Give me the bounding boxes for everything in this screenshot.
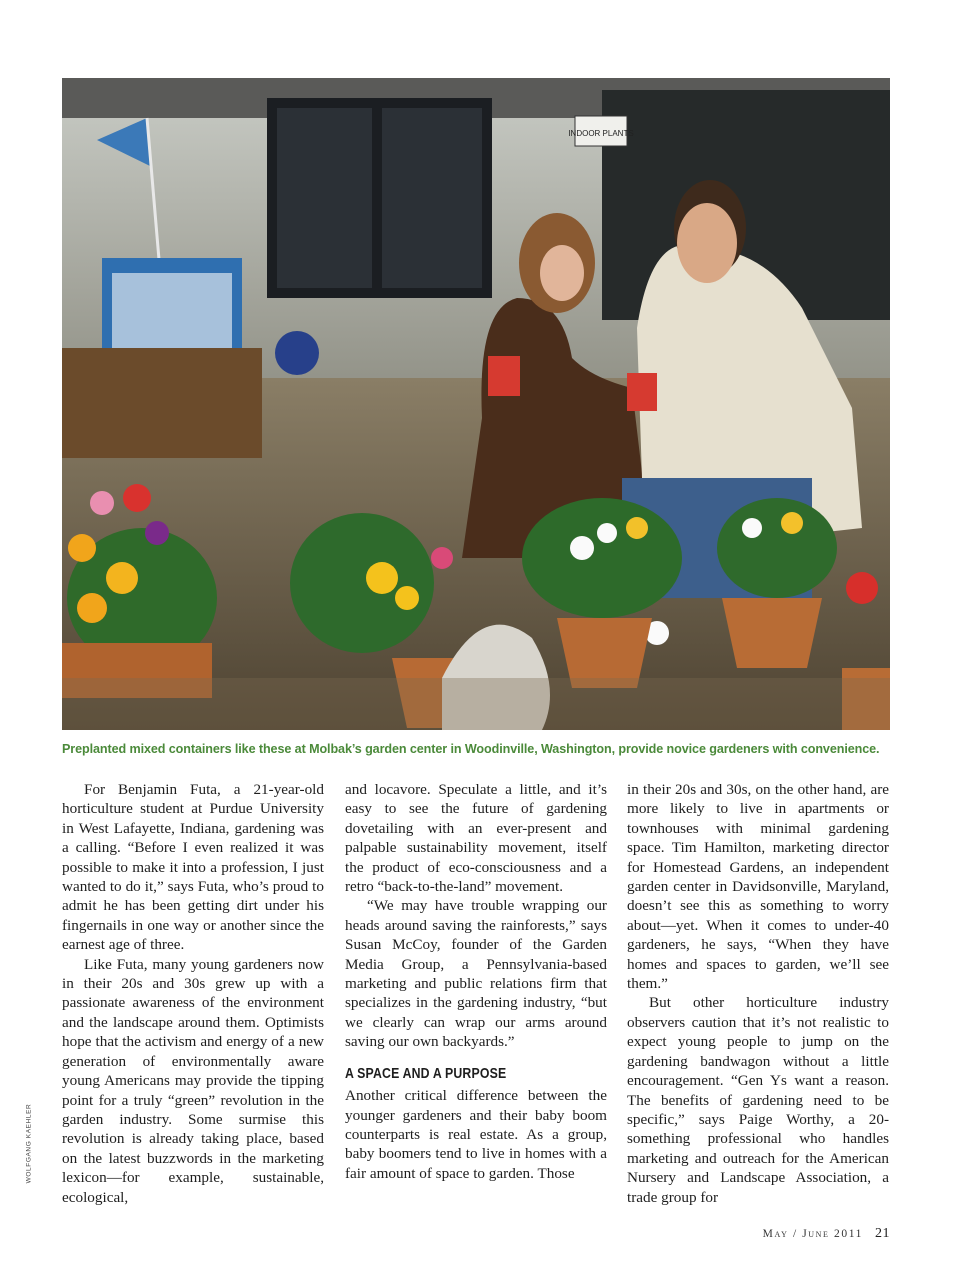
- paragraph: “We may have trouble wrapping our heads around saving the rainforests,” says Susan McCoy, founder of the Garden Media Group, a Pennsylvania-based marketing and public relations firm that specializes in the gardening industry, “but we clearly can wrap our arms around saving our own backyards.”: [345, 897, 607, 1051]
- photo-credit: WOLFGANG KAEHLER: [25, 1103, 33, 1184]
- paragraph: and locavore. Speculate a little, and it’s easy to see the future of gardening dovetailing with an ever-present and palpable sustainability movement, itself the product of eco-consciousness and a retro “back-to-the-land” movement.: [345, 781, 607, 896]
- indoor-plants-sign: INDOOR PLANTS: [568, 129, 634, 138]
- text-column-1: [62, 780, 324, 1207]
- page-folio: [763, 1226, 890, 1242]
- paragraph: in their 20s and 30s, on the other hand, are more likely to live in apartments or townhouses with minimal gardening space. Tim Hamilton, marketing director for Homestead Gardens, an independent garden center in Davidsonville, Maryland, doesn’t see this as something to worry about—yet. When it comes to under-40 gardeners, he says, “When they have homes and spaces to garden, we’ll see them.”: [627, 781, 889, 993]
- section-subhead: A SPACE AND A PURPOSE: [345, 1064, 507, 1082]
- text-column-3: [627, 780, 889, 1207]
- photo-caption: Preplanted mixed containers like these at Molbak’s garden center in Woodinville, Washington, provide novice gardeners with convenience.: [62, 742, 880, 756]
- text-column-2: [345, 780, 607, 1183]
- paragraph: But other horticulture industry observers caution that it’s not realistic to expect young people to jump on the gardening bandwagon without a little encouragement. “Gen Ys want a reason. The benefits of gardening need to be specific,” says Paige Worthy, a 20-something professional who handles marketing and outreach for the American Nursery and Landscape Association, a trade group for: [627, 994, 889, 1206]
- paragraph: Like Futa, many young gardeners now in their 20s and 30s grew up with a passionate awareness of the environment and the landscape around them. Optimists hope that the activism and energy of a new generation of environmentally aware young Americans may provide the tipping point for a truly “green” revolution in the garden industry. Some surmise this revolution is already taking place, based on the latest buzzwords in the marketing lexicon—for example, sustainable, ecological,: [62, 955, 324, 1206]
- page-number: 21: [875, 1226, 890, 1241]
- paragraph: Another critical difference between the younger gardeners and their baby boom counterparts is real estate. As a group, baby boomers tend to live in homes with a fair amount of space to garden. Those: [345, 1087, 607, 1182]
- issue-date: May / June 2011: [762, 1228, 863, 1240]
- paragraph: For Benjamin Futa, a 21-year-old horticulture student at Purdue University in West Lafayette, Indiana, gardening was a calling. “Before I even realized it was possible to make it into a profession, I just wanted to do it,” says Futa, who’s proud to admit he has been getting dirt under his fingernails in one way or another since the earnest age of three.: [62, 781, 324, 954]
- garden-center-photo: [62, 78, 890, 730]
